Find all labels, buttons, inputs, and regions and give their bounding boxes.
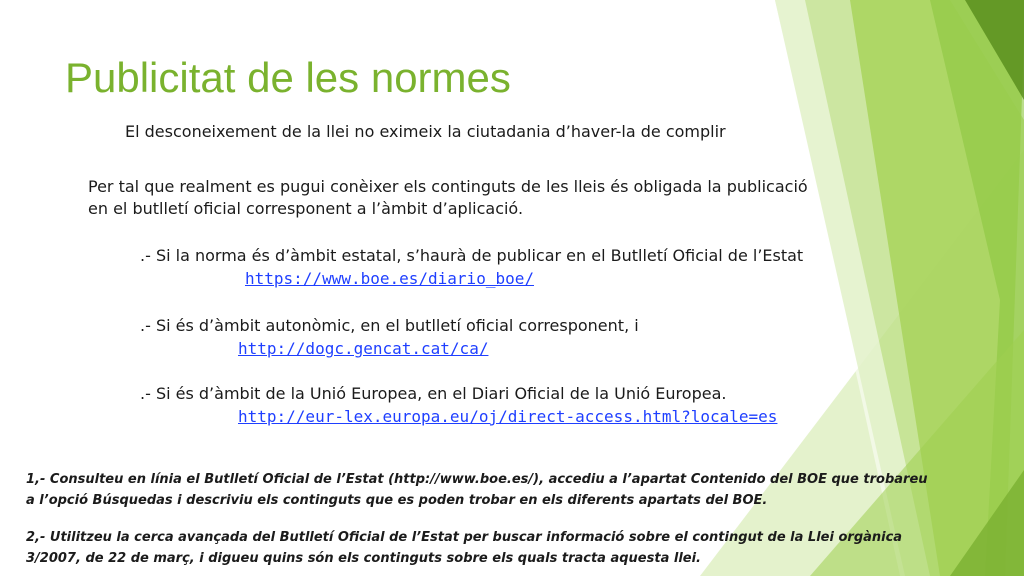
subtitle: El desconeixement de la llei no eximeix la ciutadania d’haver-la de complir [125,122,726,141]
activity-2-line-2: 3/2007, de 22 de març, i digueu quins són els continguts sobre els quals tracta aquesta llei. [26,551,701,566]
boe-link[interactable]: https://www.boe.es/diario_boe/ [245,269,534,288]
item-autonomic-text: .- Si és d’àmbit autonòmic, en el butlletí oficial corresponent, i [140,316,639,335]
slide-title: Publicitat de les normes [65,54,511,101]
intro-line-1: Per tal que realment es pugui conèixer els continguts de les lleis és obligada la publicació [88,177,808,196]
intro-line-2: en el butlletí oficial corresponent a l’àmbit d’aplicació. [88,199,524,218]
item-estatal-text: .- Si la norma és d’àmbit estatal, s’haurà de publicar en el Butlletí Oficial de l’Estat [140,246,804,265]
dogc-link[interactable]: http://dogc.gencat.cat/ca/ [238,339,489,358]
activity-1-line-2: a l’opció Búsquedas i descriviu els continguts que es poden trobar en els diferents apartats del BOE. [26,493,768,508]
item-ue-text: .- Si és d’àmbit de la Unió Europea, en el Diari Oficial de la Unió Europea. [140,384,727,403]
eurlex-link[interactable]: http://eur-lex.europa.eu/oj/direct-access.html?locale=es [238,407,778,426]
activity-1-line-1: 1,- Consulteu en línia el Butlletí Oficial de l’Estat (http://www.boe.es/), accediu a l’apartat Contenido del BOE que trobareu [26,472,928,487]
activity-2-line-1: 2,- Utilitzeu la cerca avançada del Butlletí Oficial de l’Estat per buscar informació sobre el contingut de la Llei orgànica [26,530,903,545]
